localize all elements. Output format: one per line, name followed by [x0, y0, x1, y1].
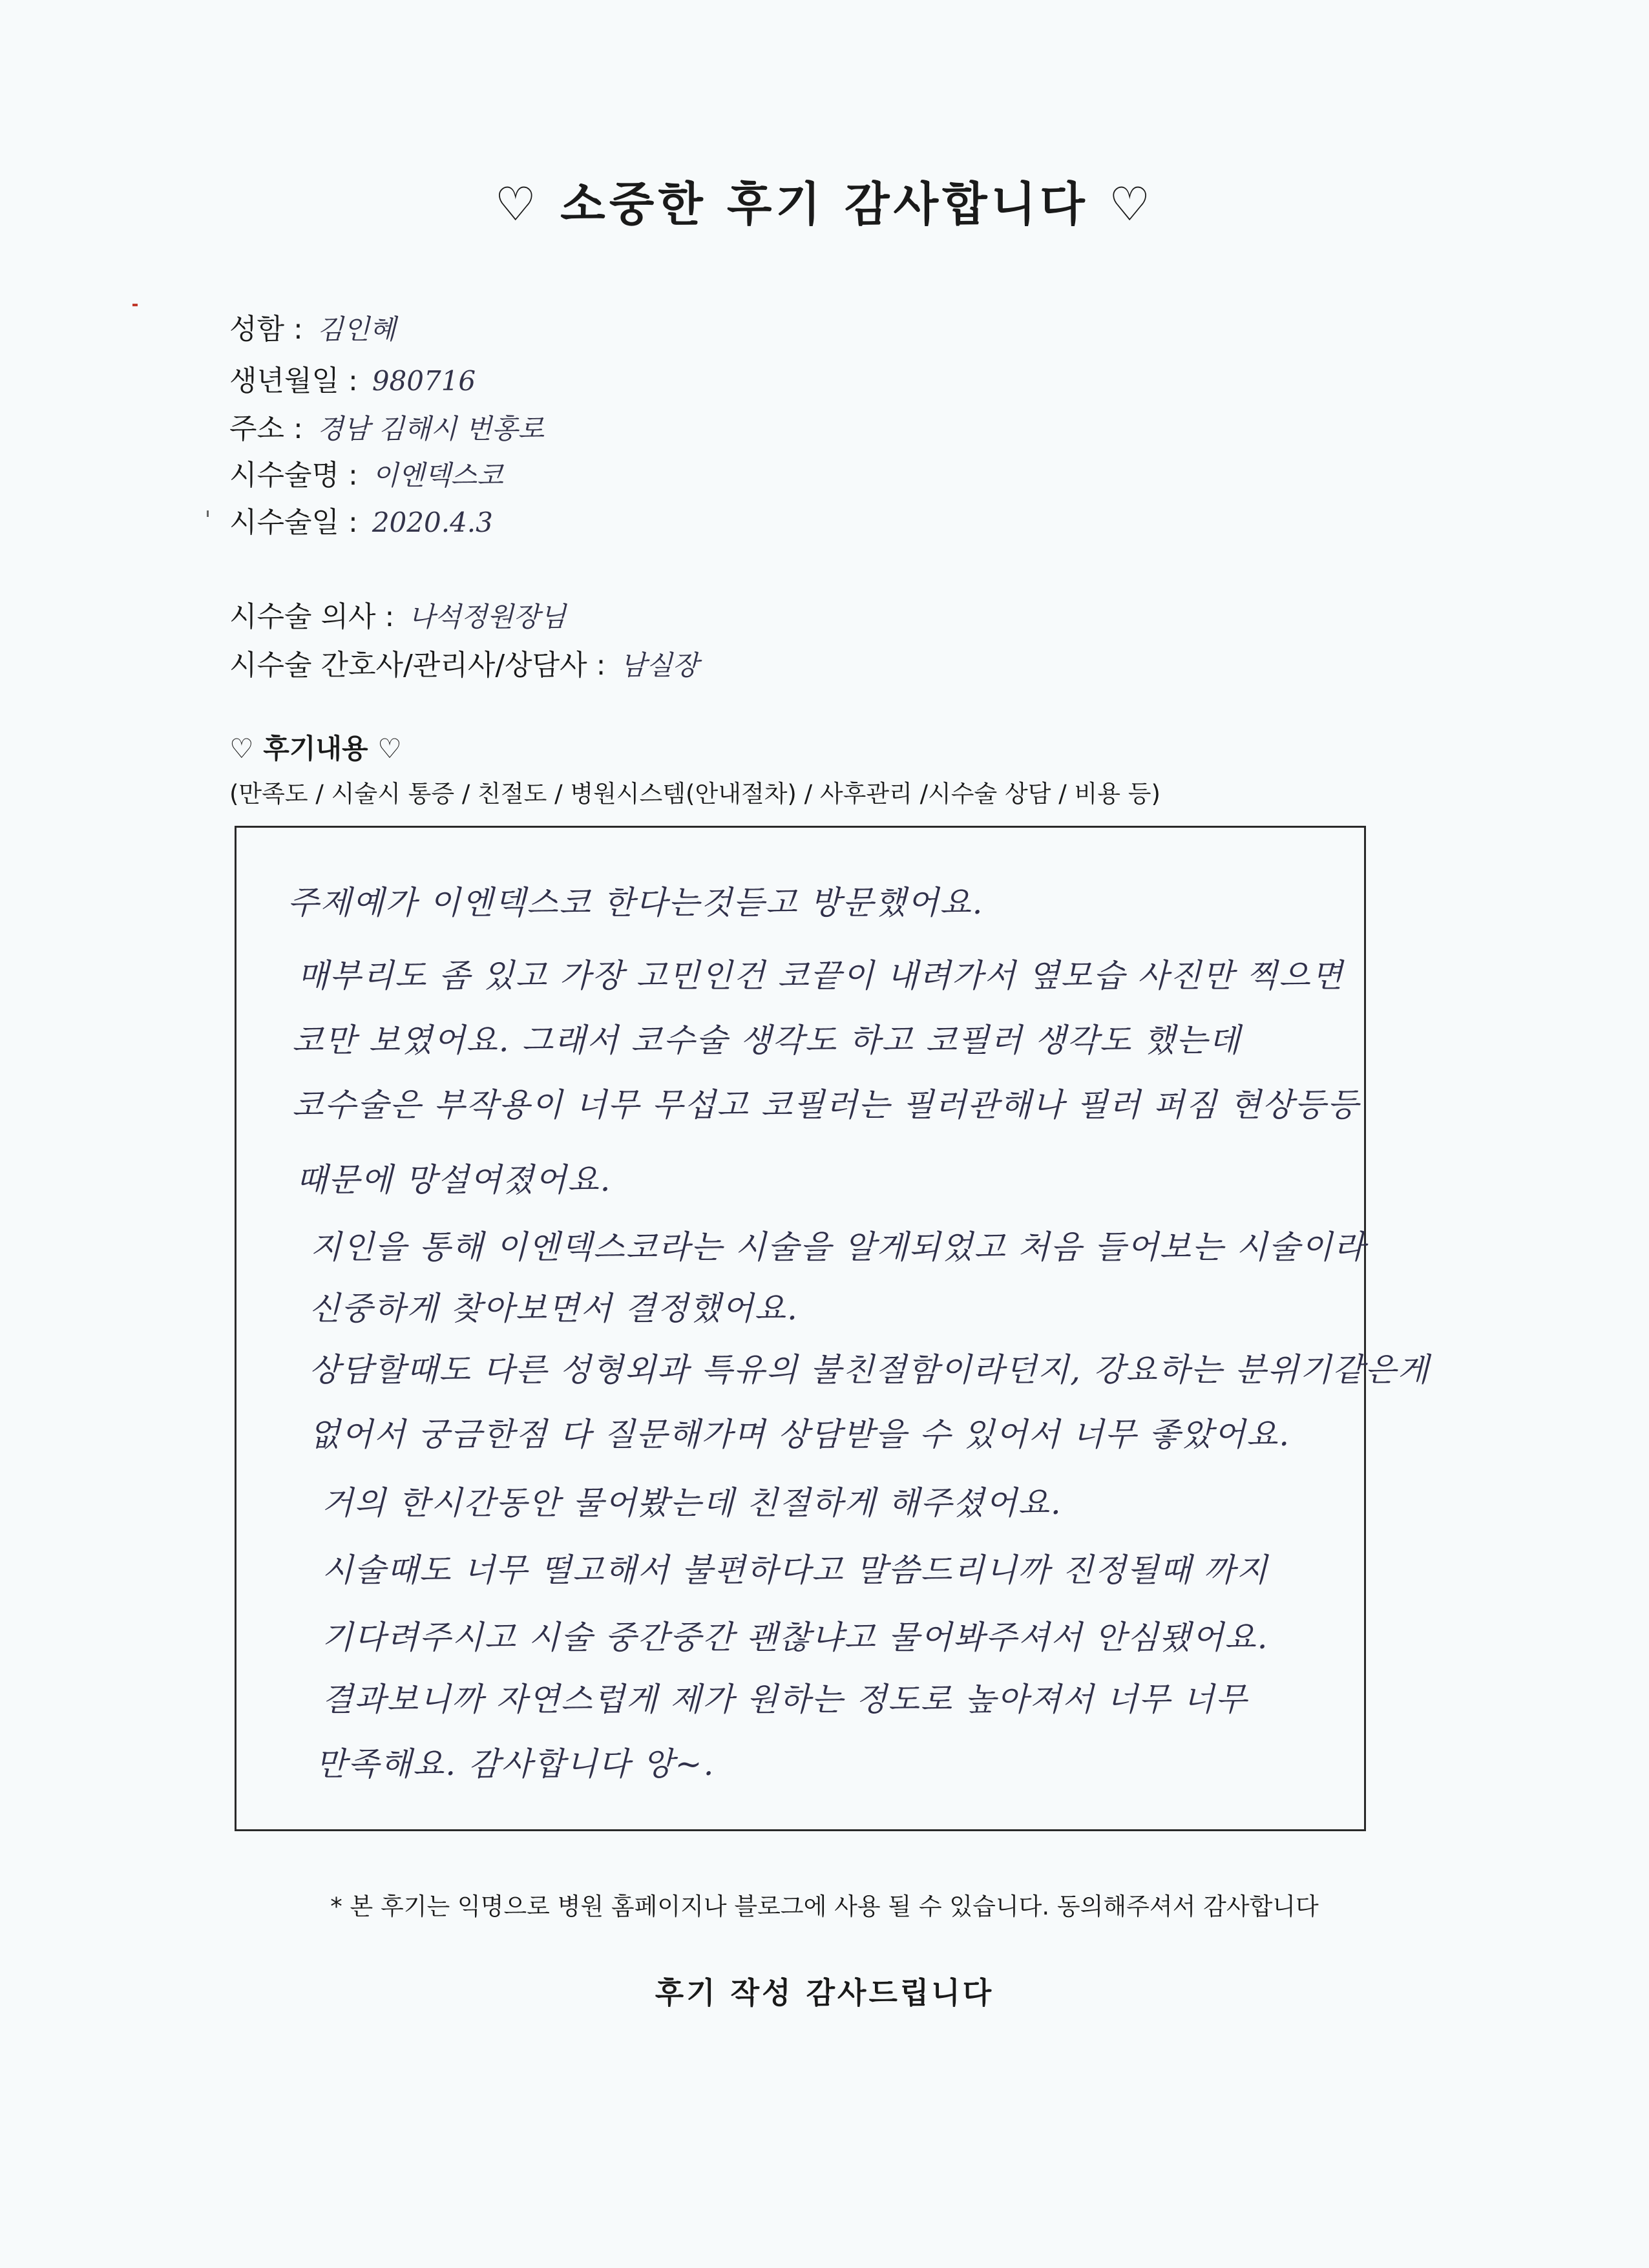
staff-label: 시수술 간호사/관리사/상담사 :	[229, 649, 606, 682]
review-line-1: 주제예가 이엔덱스코 한다는것듣고 방문했어요.	[288, 884, 984, 921]
info-address	[229, 405, 544, 446]
review-line-6: 지인을 통해 이엔덱스코라는 시술을 알게되었고 처음 들어보는 시술이라	[310, 1228, 1367, 1266]
info-procedure	[229, 452, 503, 493]
review-line-12: 기다려주시고 시술 중간중간 괜찮냐고 물어봐주셔서 안심됐어요.	[322, 1619, 1269, 1656]
info-name	[229, 306, 396, 347]
name-value: 김인혜	[317, 313, 396, 345]
birth-value: 980716	[372, 365, 476, 397]
scan-mark	[207, 510, 209, 517]
info-birth	[229, 357, 476, 399]
review-categories: (만족도 / 시술시 통증 / 친절도 / 병원시스템(안내절차) / 사후관리 /시수술 상담 / 비용 등)	[229, 780, 1161, 808]
staff-value: 남실장	[620, 649, 699, 681]
procedure-label: 시수술명 :	[229, 459, 358, 492]
review-line-8: 상담할때도 다른 성형외과 특유의 불친절함이라던지, 강요하는 분위기같은게	[309, 1351, 1430, 1389]
birth-label: 생년월일 :	[229, 364, 358, 397]
usage-consent-note: * 본 후기는 익명으로 병원 홈페이지나 블로그에 사용 될 수 있습니다. 동의해주셔서 감사합니다	[330, 1893, 1319, 1920]
review-line-10: 거의 한시간동안 물어봤는데 친절하게 해주셨어요.	[322, 1484, 1062, 1522]
info-staff	[229, 642, 698, 683]
date-label: 시수술일 :	[229, 506, 358, 539]
doctor-label: 시수술 의사 :	[229, 600, 395, 633]
info-date	[229, 499, 493, 540]
doctor-value: 나석정원장님	[408, 601, 566, 633]
review-line-9: 없어서 궁금한점 다 질문해가며 상담받을 수 있어서 너무 좋았어요.	[309, 1416, 1291, 1453]
review-heading: ♡ 후기내용 ♡	[229, 733, 402, 764]
procedure-value: 이엔덱스코	[372, 459, 503, 491]
review-line-4: 코수술은 부작용이 너무 무섭고 코필러는 필러관해나 필러 퍼짐 현상등등	[292, 1086, 1360, 1124]
scan-mark	[132, 304, 138, 306]
review-line-14: 만족해요. 감사합니다 앙~.	[315, 1745, 715, 1783]
date-value: 2020.4.3	[372, 507, 493, 538]
info-doctor	[229, 593, 566, 635]
address-label: 주소 :	[229, 412, 303, 445]
review-line-11: 시술때도 너무 떨고해서 불편하다고 말씀드리니까 진정될때 까지	[322, 1551, 1269, 1589]
review-line-2: 매부리도 좀 있고 가장 고민인건 코끝이 내려가서 옆모습 사진만 찍으면	[297, 957, 1344, 994]
review-line-7: 신중하게 찾아보면서 결정했어요.	[309, 1290, 799, 1327]
address-value: 경남 김해시 번홍로	[317, 413, 545, 445]
review-line-3: 코만 보였어요. 그래서 코수술 생각도 하고 코필러 생각도 했는데	[292, 1022, 1241, 1059]
name-label: 성함 :	[229, 313, 303, 346]
review-line-13: 결과보니까 자연스럽게 제가 원하는 정도로 높아져서 너무 너무	[322, 1681, 1248, 1718]
page-title: ♡ 소중한 후기 감사합니다 ♡	[494, 177, 1155, 231]
review-line-5: 때문에 망설여졌어요.	[296, 1161, 612, 1199]
closing-thanks: 후기 작성 감사드립니다	[655, 1975, 994, 2010]
